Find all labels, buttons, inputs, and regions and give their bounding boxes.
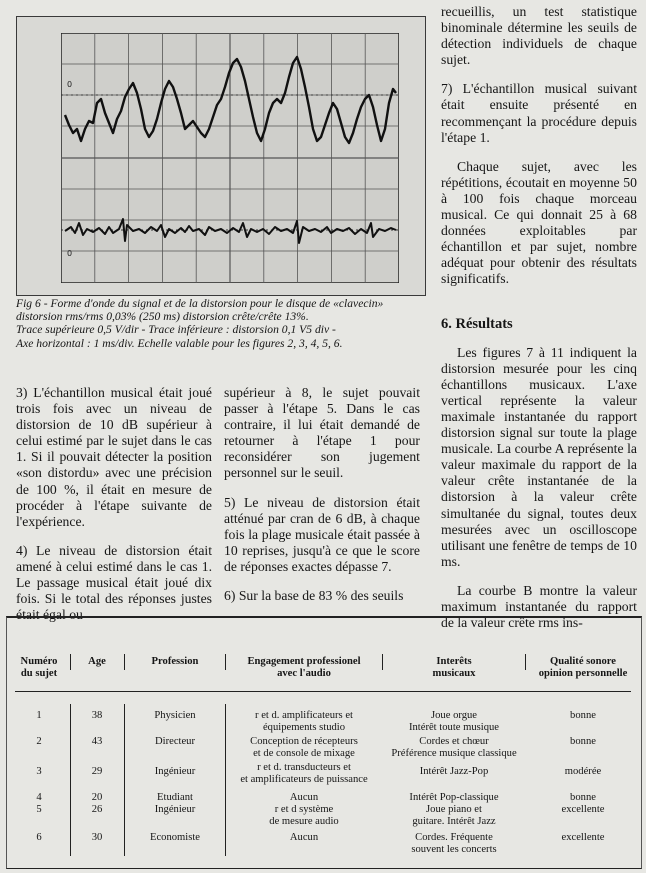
paragraph-step-5: 5) Le niveau de distorsion était atténué par cran de 6 dB, à chaque fois la plage musicale était passée à 10 reprises, jusqu'à ce que le score de réponses exactes dépasse 7. bbox=[224, 494, 420, 574]
paragraph-step-4-continued: supérieur à 8, le sujet pouvait passer à l'étape 5. Dans le cas contraire, il lui était demandé de retourner à l'étape 1 pour reconsidérer son jugement personnel sur le seuil. bbox=[224, 385, 420, 481]
cell-interets: Joue piano et guitare. Intérêt Jazz bbox=[412, 804, 496, 827]
cell-profession: Economiste bbox=[149, 832, 200, 843]
cell-profession: Ingénieur bbox=[154, 804, 196, 815]
header-separator bbox=[525, 654, 526, 670]
header-interets: Interêts musicaux bbox=[432, 656, 476, 679]
cell-interets: Intérêt Jazz-Pop bbox=[419, 766, 489, 777]
cell-profession: Etudiant bbox=[157, 792, 193, 803]
caption-line-3: Trace supérieure 0,5 V/dir - Trace inférieure : distorsion 0,1 V5 div - bbox=[16, 323, 336, 337]
cell-qualite: bonne bbox=[570, 710, 596, 721]
cell-age: 29 bbox=[91, 766, 103, 777]
oscilloscope-screen bbox=[61, 33, 399, 283]
header-engagement: Engagement professionel avec l'audio bbox=[247, 656, 361, 679]
caption-line-2: distorsion rms/rms 0,03% (250 ms) distorsion crête/crête 13%. bbox=[16, 310, 309, 324]
lower-trace-marker: 0 bbox=[67, 249, 73, 258]
cell-engagement: Conception de récepteurs et de console de mixage bbox=[250, 736, 358, 759]
cell-qualite: excellente bbox=[561, 804, 605, 815]
paragraph-step-3: 3) L'échantillon musical était joué trois fois avec un niveau de distorsion de 10 dB supérieur à celui estimé par le sujet dans le cas 1. Si il pouvait détecter la position «son distordu» avec une précision de 100 %, il était en mesure de procéder à l'étape suivante de l'expérience. bbox=[16, 385, 212, 529]
table-row bbox=[7, 832, 641, 858]
table-row bbox=[7, 710, 641, 736]
caption-line-4: Axe horizontal : 1 ms/div. Echelle valable pour les figures 2, 3, 4, 5, 6. bbox=[16, 336, 343, 350]
cell-profession: Ingénieur bbox=[154, 766, 196, 777]
cell-engagement: r et d. transducteurs et et amplificateurs de puissance bbox=[240, 762, 368, 785]
text-column-left bbox=[16, 385, 212, 636]
table-row bbox=[7, 736, 641, 762]
text-column-right bbox=[441, 4, 637, 644]
paragraph-step-6-continued: recueillis, un test statistique binominale détermine les seuils de détection individuels de chaque sujet. bbox=[441, 4, 637, 68]
table-row bbox=[7, 804, 641, 830]
section-heading-resultats: 6. Résultats bbox=[441, 315, 513, 332]
cell-engagement: r et d. amplificateurs et équipements studio bbox=[255, 710, 353, 733]
cell-qualite: excellente bbox=[561, 832, 605, 843]
header-separator bbox=[124, 654, 125, 670]
cell-num: 2 bbox=[36, 736, 42, 747]
cell-num: 4 bbox=[36, 792, 42, 803]
cell-profession: Physicien bbox=[154, 710, 196, 721]
paragraph-step-4: 4) Le niveau de distorsion était amené à celui estimé dans le cas 1. Le passage musical était joué dix fois. Si le total des réponses justes était égal ou bbox=[16, 542, 212, 623]
text-column-middle bbox=[224, 385, 420, 617]
upper-trace-marker: 0 bbox=[67, 80, 73, 89]
cell-engagement: Aucun bbox=[289, 832, 319, 843]
header-age: Age bbox=[88, 656, 106, 667]
header-qualite: Qualité sonore opinion personnelle bbox=[538, 656, 628, 679]
cell-num: 5 bbox=[36, 804, 42, 815]
cell-interets: Cordes. Fréquente souvent les concerts bbox=[411, 832, 497, 855]
paragraph-repetitions: Chaque sujet, avec les répétitions, écoutait en moyenne 50 à 100 fois chaque morceau musical. Ce qui donnait 25 à 68 données exploitables par échantillon et par sujet, nombre adéquat pour obtenir des résultats significatifs. bbox=[441, 158, 637, 287]
cell-interets: Cordes et chœur Préférence musique classique bbox=[391, 736, 517, 759]
figure-caption bbox=[16, 297, 426, 350]
paragraph-curve-b: La courbe B montre la valeur maximum instantanée du rapport de la valeur crête rms ins- bbox=[441, 582, 637, 631]
cell-num: 1 bbox=[36, 710, 42, 721]
paragraph-results: Les figures 7 à 11 indiquent la distorsion mesurée pour les cinq échantillons musicaux. L'axe vertical représente la valeur maximale instantanée du rapport distorsion signal sur toute la plage musicale. La courbe A représente la valeur maximale du rapport de la valeur crête instantanée de la distorsion à la valeur crête simultanée du signal, toutes deux mesurées avec un oscilloscope utilisant une fenêtre de temps de 10 ms. bbox=[441, 344, 637, 569]
cell-profession: Directeur bbox=[155, 736, 195, 747]
cell-num: 6 bbox=[36, 832, 42, 843]
header-separator bbox=[382, 654, 383, 670]
cell-qualite: bonne bbox=[570, 792, 596, 803]
cell-age: 26 bbox=[91, 804, 103, 815]
cell-age: 30 bbox=[91, 832, 103, 843]
cell-qualite: modérée bbox=[564, 766, 602, 777]
subjects-table bbox=[6, 616, 642, 869]
paragraph-step-6: 6) Sur la base de 83 % des seuils bbox=[224, 588, 404, 604]
cell-interets: Joue orgue Intérêt toute musique bbox=[408, 710, 500, 733]
cell-age: 43 bbox=[91, 736, 103, 747]
cell-age: 20 bbox=[91, 792, 103, 803]
oscilloscope-figure bbox=[16, 16, 426, 296]
paragraph-step-7: 7) L'échantillon musical suivant était ensuite présenté en recommençant la procédure depuis l'étape 1. bbox=[441, 81, 637, 145]
cell-engagement: r et d système de mesure audio bbox=[269, 804, 339, 827]
cell-num: 3 bbox=[36, 766, 42, 777]
cell-interets: Intérêt Pop-classique bbox=[409, 792, 499, 803]
cell-engagement: Aucun bbox=[289, 792, 319, 803]
caption-line-1: Fig 6 - Forme d'onde du signal et de la distorsion pour le disque de «clavecin» bbox=[16, 297, 384, 310]
header-profession: Profession bbox=[151, 656, 199, 667]
cell-age: 38 bbox=[91, 710, 103, 721]
header-numero: Numéro du sujet bbox=[20, 656, 58, 679]
header-separator bbox=[225, 654, 226, 670]
cell-qualite: bonne bbox=[570, 736, 596, 747]
table-header-rule bbox=[15, 691, 631, 692]
table-row bbox=[7, 762, 641, 788]
